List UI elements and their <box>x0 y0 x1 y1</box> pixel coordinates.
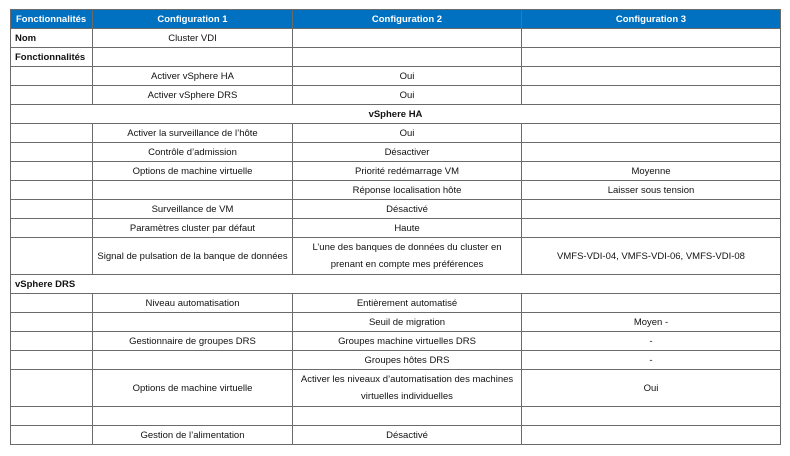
table-row <box>11 294 781 313</box>
table-body <box>11 29 781 445</box>
table-row <box>11 124 781 143</box>
config-2-cell: Oui <box>293 86 522 105</box>
config-2-cell: Oui <box>293 67 522 86</box>
config-3-cell <box>522 48 781 67</box>
table-row <box>11 67 781 86</box>
config-1-cell: Activer vSphere DRS <box>93 86 293 105</box>
config-1-cell: Activer la surveillance de l’hôte <box>93 124 293 143</box>
table-row <box>11 313 781 332</box>
config-1-cell <box>93 48 293 67</box>
section-row <box>11 275 781 294</box>
config-2-cell: Seuil de migration <box>293 313 522 332</box>
config-2-cell: Désactivé <box>293 200 522 219</box>
config-1-cell: Activer vSphere HA <box>93 67 293 86</box>
row-label-cell <box>11 370 93 407</box>
table-row <box>11 143 781 162</box>
config-1-cell <box>93 313 293 332</box>
table-row <box>11 219 781 238</box>
section-row <box>11 105 781 124</box>
table-row <box>11 48 781 67</box>
config-3-cell <box>522 143 781 162</box>
table-row <box>11 426 781 445</box>
config-1-cell: Gestion de l’alimentation <box>93 426 293 445</box>
config-1-cell: Paramètres cluster par défaut <box>93 219 293 238</box>
table-row <box>11 162 781 181</box>
table-row <box>11 86 781 105</box>
row-label-cell: Fonctionnalités <box>11 48 93 67</box>
section-title: vSphere HA <box>11 105 781 124</box>
row-label-cell <box>11 313 93 332</box>
config-3-cell: VMFS-VDI-04, VMFS-VDI-06, VMFS-VDI-08 <box>522 238 781 275</box>
config-2-cell: Désactivé <box>293 426 522 445</box>
row-label-cell <box>11 86 93 105</box>
table-row <box>11 238 781 275</box>
config-2-cell <box>293 407 522 426</box>
config-3-cell <box>522 86 781 105</box>
row-label-cell <box>11 124 93 143</box>
config-2-cell <box>293 29 522 48</box>
row-label-cell <box>11 143 93 162</box>
table-row <box>11 29 781 48</box>
table-row <box>11 200 781 219</box>
table-row <box>11 370 781 407</box>
config-3-cell: Laisser sous tension <box>522 181 781 200</box>
header-configuration-3: Configuration 3 <box>522 10 781 29</box>
config-1-cell: Gestionnaire de groupes DRS <box>93 332 293 351</box>
row-label-cell <box>11 238 93 275</box>
row-label-cell <box>11 351 93 370</box>
config-1-cell <box>93 181 293 200</box>
config-2-cell <box>293 48 522 67</box>
row-label-cell <box>11 426 93 445</box>
config-3-cell: Oui <box>522 370 781 407</box>
row-label-cell: Nom <box>11 29 93 48</box>
config-table-container <box>10 9 781 445</box>
header-row <box>11 10 781 29</box>
config-3-cell <box>522 200 781 219</box>
config-2-cell: Groupes hôtes DRS <box>293 351 522 370</box>
config-1-cell: Surveillance de VM <box>93 200 293 219</box>
config-2-cell: Désactiver <box>293 143 522 162</box>
row-label-cell <box>11 219 93 238</box>
config-1-cell: Options de machine virtuelle <box>93 370 293 407</box>
config-3-cell <box>522 294 781 313</box>
header-configuration-2: Configuration 2 <box>293 10 522 29</box>
config-2-cell: Entièrement automatisé <box>293 294 522 313</box>
config-2-cell: Groupes machine virtuelles DRS <box>293 332 522 351</box>
row-label-cell <box>11 294 93 313</box>
header-fonctionnalites: Fonctionnalités <box>11 10 93 29</box>
table-row <box>11 181 781 200</box>
config-1-cell: Options de machine virtuelle <box>93 162 293 181</box>
config-3-cell <box>522 124 781 143</box>
config-3-cell <box>522 219 781 238</box>
config-3-cell: - <box>522 332 781 351</box>
row-label-cell <box>11 67 93 86</box>
header-configuration-1: Configuration 1 <box>93 10 293 29</box>
config-2-cell: Activer les niveaux d’automatisation des machines virtuelles individuelles <box>293 370 522 407</box>
config-3-cell: - <box>522 351 781 370</box>
row-label-cell <box>11 181 93 200</box>
row-label-cell <box>11 162 93 181</box>
config-3-cell <box>522 29 781 48</box>
row-label-cell <box>11 332 93 351</box>
config-3-cell <box>522 407 781 426</box>
config-1-cell: Contrôle d’admission <box>93 143 293 162</box>
config-3-cell: Moyenne <box>522 162 781 181</box>
table-row <box>11 332 781 351</box>
config-1-cell: Signal de pulsation de la banque de données <box>93 238 293 275</box>
config-2-cell: Réponse localisation hôte <box>293 181 522 200</box>
config-1-cell: Niveau automatisation <box>93 294 293 313</box>
config-3-cell <box>522 67 781 86</box>
config-2-cell: Priorité redémarrage VM <box>293 162 522 181</box>
config-1-cell: Cluster VDI <box>93 29 293 48</box>
config-2-cell: Oui <box>293 124 522 143</box>
config-1-cell <box>93 351 293 370</box>
table-row <box>11 407 781 426</box>
config-3-cell <box>522 426 781 445</box>
config-2-cell: L’une des banques de données du cluster en prenant en compte mes préférences <box>293 238 522 275</box>
table-header <box>11 10 781 29</box>
configuration-table <box>10 9 781 445</box>
config-3-cell: Moyen - <box>522 313 781 332</box>
row-label-cell <box>11 200 93 219</box>
section-title: vSphere DRS <box>11 275 781 294</box>
config-2-cell: Haute <box>293 219 522 238</box>
config-1-cell <box>93 407 293 426</box>
row-label-cell <box>11 407 93 426</box>
table-row <box>11 351 781 370</box>
